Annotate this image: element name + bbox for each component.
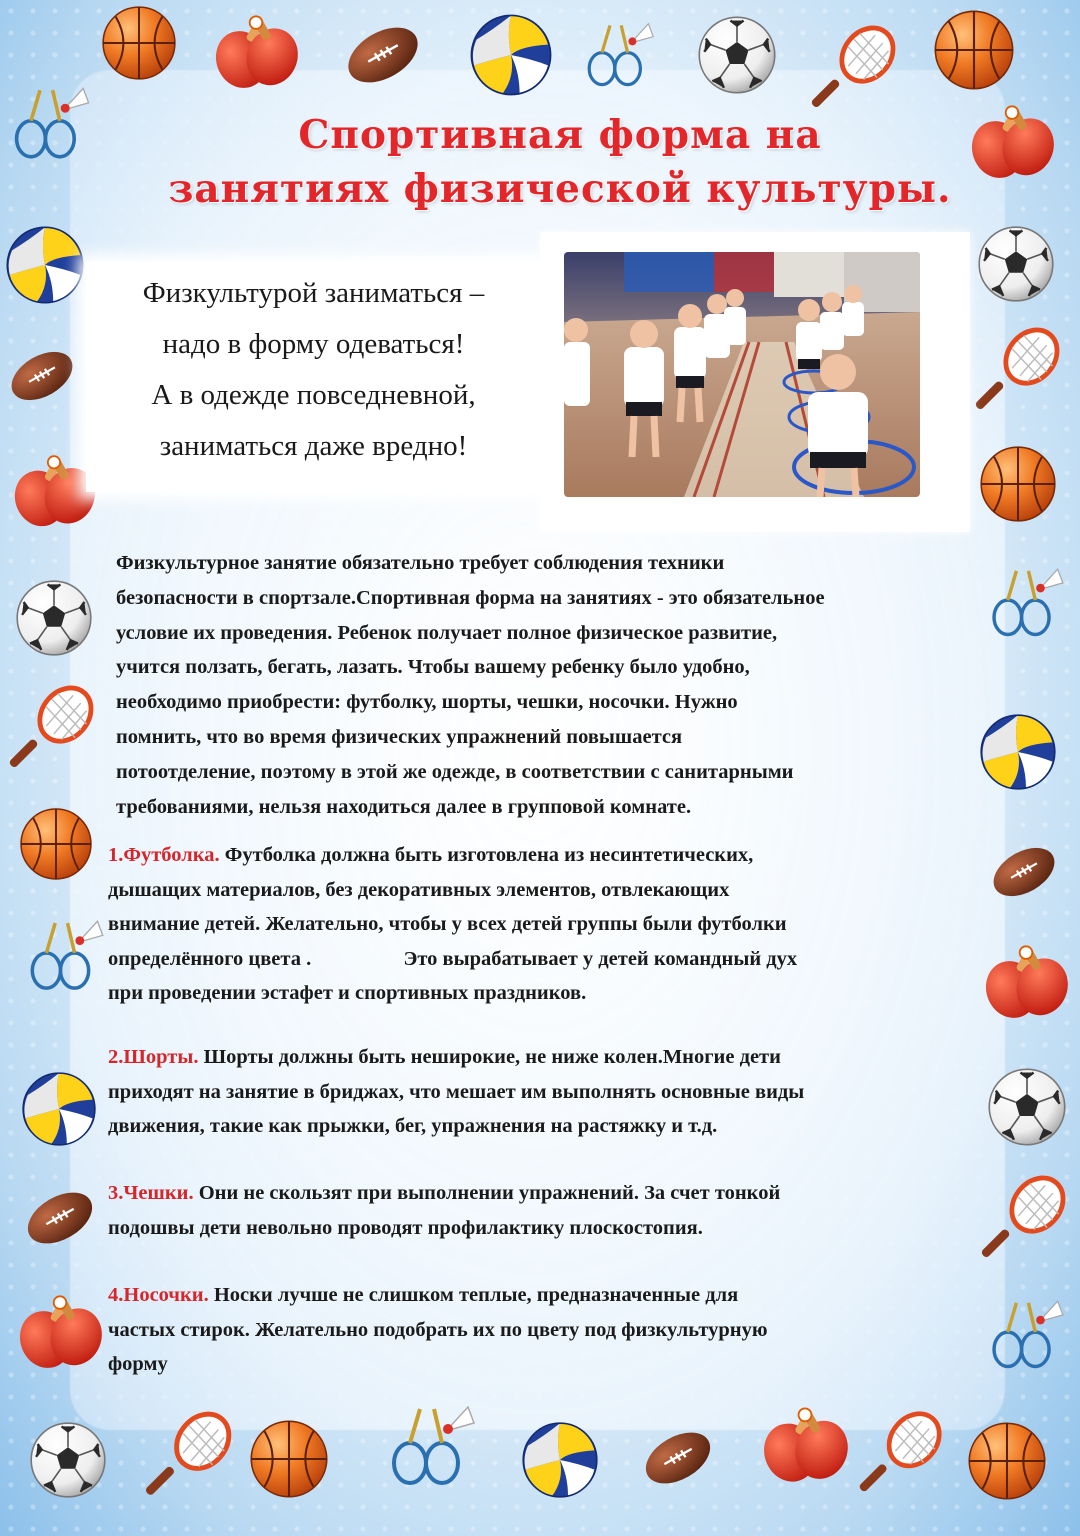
tennis-racket-icon	[4, 680, 100, 776]
title-line-2: занятиях физической культуры.	[168, 166, 952, 212]
tennis-racket-icon	[854, 1406, 948, 1500]
intro-line: требованиями, нельзя находиться далее в групповой комнате.	[116, 795, 692, 818]
poem-line: заниматься даже вредно!	[159, 430, 468, 462]
page-title	[90, 108, 1030, 216]
basketball-icon	[932, 8, 1016, 92]
intro-line: потоотделение, поэтому в этой же одежде, в соответствии с санитарными	[116, 760, 794, 783]
item-text: приходят на занятие в бриджах, что мешает им выполнять основные виды	[108, 1080, 805, 1103]
item-socks	[108, 1278, 988, 1382]
basketball-icon	[248, 1418, 330, 1500]
children-exercise-photo	[564, 252, 920, 497]
american-football-icon	[342, 14, 424, 96]
intro-line: необходимо приобрести: футболку, шорты, чешки, носочки. Нужно	[116, 691, 738, 714]
poem-line: надо в форму одеваться!	[162, 328, 465, 360]
ping-pong-paddles-icon	[756, 1402, 854, 1494]
intro-line: Физкультурное занятие обязательно требует соблюдения техники	[116, 552, 725, 574]
basketball-icon	[966, 1420, 1048, 1502]
american-football-icon	[22, 1180, 98, 1256]
soccer-ball-icon	[976, 224, 1056, 304]
badminton-rackets-icon	[20, 900, 108, 1020]
volleyball-icon	[468, 12, 554, 98]
item-text: при проведении эстафет и спортивных праздников.	[108, 982, 587, 1004]
ping-pong-paddles-icon	[976, 940, 1076, 1030]
item-heading: 3.Чешки.	[108, 1182, 194, 1204]
soccer-ball-icon	[14, 578, 94, 658]
item-text: Футболка должна быть изготовлена из несинтетических,	[219, 844, 754, 866]
item-tshirt	[108, 838, 988, 1011]
basketball-icon	[18, 806, 94, 882]
badminton-rackets-icon	[380, 1396, 480, 1506]
american-football-icon	[640, 1420, 716, 1496]
tennis-racket-icon	[976, 1170, 1072, 1266]
intro-line: условие их проведения. Ребенок получает полное физическое развитие,	[116, 621, 778, 644]
volleyball-icon	[20, 1070, 98, 1148]
intro-line: учится ползать, бегать, лазать. Чтобы вашему ребенку было удобно,	[116, 656, 750, 679]
basketball-icon	[978, 444, 1058, 524]
ping-pong-paddles-icon	[206, 10, 306, 100]
american-football-icon	[6, 340, 78, 412]
tennis-racket-icon	[970, 322, 1066, 418]
item-text: частых стирок. Желательно подобрать их по цвету под физкультурную	[108, 1318, 768, 1341]
ping-pong-paddles-icon	[12, 1290, 108, 1380]
item-text: Они не скользят при выполнении упражнений. За счет тонкой	[193, 1182, 781, 1204]
badminton-rackets-icon	[982, 1280, 1068, 1398]
intro-line: помнить, что во время физических упражнений повышается	[116, 725, 683, 748]
item-heading: 1.Футболка.	[108, 844, 220, 866]
soccer-ball-icon	[696, 14, 778, 96]
item-text: подошвы дети невольно проводят профилактику плоскостопия.	[108, 1216, 703, 1239]
item-shorts	[108, 1040, 988, 1144]
title-line-1: Спортивная форма на	[298, 112, 822, 158]
soccer-ball-icon	[28, 1420, 108, 1500]
item-shoes	[108, 1176, 988, 1245]
tennis-racket-icon	[140, 1406, 238, 1504]
item-text: определённого цвета . Это вырабатывает у детей командный дух	[108, 947, 798, 970]
poem	[86, 268, 541, 472]
poem-line: А в одежде повседневной,	[151, 379, 476, 411]
item-text: форму	[108, 1353, 168, 1375]
item-heading: 4.Носочки.	[108, 1284, 209, 1306]
item-text: дышащих материалов, без декоративных элементов, отвлекающих	[108, 878, 730, 901]
item-text: Носки лучше не слишком теплые, предназначенные для	[208, 1284, 739, 1306]
intro-line: безопасности в спортзале.Спортивная форма на занятиях - это обязательное	[116, 586, 825, 609]
tennis-racket-icon	[806, 20, 902, 116]
item-text: движения, такие как прыжки, бег, упражнения на растяжку и т.д.	[108, 1115, 718, 1137]
volleyball-icon	[520, 1420, 600, 1500]
item-text: внимание детей. Желательно, чтобы у всех детей группы были футболки	[108, 913, 787, 935]
item-heading: 2.Шорты.	[108, 1046, 199, 1068]
basketball-icon	[100, 4, 178, 82]
intro-paragraph	[116, 546, 996, 824]
badminton-rackets-icon	[4, 68, 94, 188]
item-text: Шорты должны быть неширокие, не ниже колен.Многие дети	[198, 1046, 781, 1068]
american-football-icon	[988, 836, 1060, 908]
soccer-ball-icon	[986, 1066, 1068, 1148]
volleyball-icon	[4, 224, 86, 306]
badminton-rackets-icon	[578, 4, 658, 114]
poem-line: Физкультурой заниматься –	[142, 277, 485, 309]
